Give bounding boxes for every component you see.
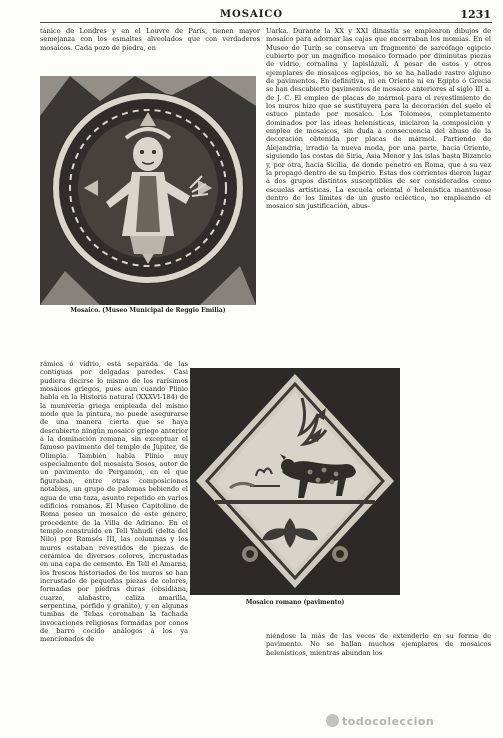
paragraph-right: Uarka. Durante la XX y XXI dinastía se emplearon dibujos de mosaico para adornar las cajas que encerraban los momias. En el Museo de Turín se conserva un fragmento de sarcófago egipcio cubierto por un magnífico mosaico formado por diminutas piezas de vidrio, cornalina y lapislázuli. A pesar de estos y otros ejemplares de mosaicos egipcios, no se ha hallado rastro alguno de pavimentos. En definitiva, ni en Oriente ni en Egipto ó Grecia se han descubierto pavimentos de mosaico anteriores al siglo III a. de J. C. El empleo de placas de mármol para el revestimiento de los muros hizo que se sustituyera para la decoración del suelo el estuco pintado por mosaico. Los Tolomeos, completamente dominados por las ideas helenísticas, iniciaron la composición y empleo de mosaicos, sin duda á consecuencia del abuso de la decoración obtenida por placas de mármol. Partiendo de Alejandría, irradió la nueva moda, por una parte, hacia Oriente, siguiendo las costas de Siria, Asia Menor y las islas hasta Bizancio y, por otra, hacia Sicilia, de donde penetró en Roma, que á su vez la propagó dentro de su Imperio. Estas dos corrientes dieron lugar á dos grupos distintos susceptibles de ser considerados como escuelas artísticas. La escuela oriental ó helenística mantúvose dentro de los límites de un gusto ecléctico, no empleando el mosaico sin justificación, abus-: [266, 27, 491, 211]
watermark-logo-icon: [326, 714, 339, 727]
roman-pavement-mosaic-photo: [190, 368, 400, 595]
paragraph-left: rámica ó vidrio, está separada de las contiguas por delgadas paredes. Casi pudiera decirse lo mismo de los rarísimos mosaicos griegos, pues aun cuando Plinio habla en la Historia natural (XXXVI-184) de la munivería griega empleada del mismo modo que la pintura, no puede asegurarse de una manera cierta que se haya descubierto ningún mosaico griego anterior á la dominación romana, sin exceptuar el famoso pavimento del templo de Júpiter, de Olimpia. También habla Plinio muy especialmente del mosaísta Sosos, autor de un pavimento de Pergamón, en el que figuraban, entre otras composiciones notables, un grupo de palomas bebiendo el agua de una taza, asunto repetido en varios edificios romanos. El Museo Capitolino de Roma posee un mosaico de este género, procedente de la Villa de Adriano. En el templo construído en Tell Yahudi (delta del Nilo) por Ramsés III, las columnas y los muros estaban revestidos de piezas de cerámica de diversos colores, incrustadas en una capa de cemento. En Tell el Amarna, los frescos historiados de los muros se han incrustado de pequeñas piezas de colores, formadas por piedras duras (obsidiana, cuarzo, alabastro, caliza amarilla, serpentina, pórfido y granito), y en algunas tumbas de Tebas coronaban la fachada invocaciones religiosas formadas por conos de barro cocido análogos á los ya mencionados de: [40, 360, 188, 644]
watermark-text: todocoleccion: [342, 715, 435, 728]
page-header-title: MOSAICO: [219, 9, 284, 20]
circular-mosaic-illustration: [40, 76, 256, 305]
text-column-bottom-right: [266, 632, 491, 672]
diamond-mosaic-illustration: [190, 368, 400, 595]
mosaic-photo-reggio-emilia: [40, 76, 256, 305]
figure-caption-1: Mosaico. (Museo Municipal de Reggio Emilia): [70, 307, 226, 314]
header-rule: [40, 22, 492, 23]
page-number: 1231: [460, 8, 491, 21]
figure-caption-2: Mosaico romano (pavimento): [245, 599, 345, 606]
paragraph-top-left: tánico de Londres y en el Louvre de París, tienen mayor semejanza con los esmaltes alveolados que con verdaderos mosaicos. Cada pozo de piedra, en: [40, 27, 260, 52]
paragraph-bottom-right: niéndose la más de las veces de extenderlo en su forma de pavimento. No se hallan muchos ejemplares de mosaicos helenísticos, mientras abundan los: [266, 632, 491, 657]
text-column-left: [40, 360, 188, 670]
text-column-right: [266, 27, 491, 360]
watermark: [326, 714, 496, 728]
text-column-top-left: [40, 27, 260, 70]
